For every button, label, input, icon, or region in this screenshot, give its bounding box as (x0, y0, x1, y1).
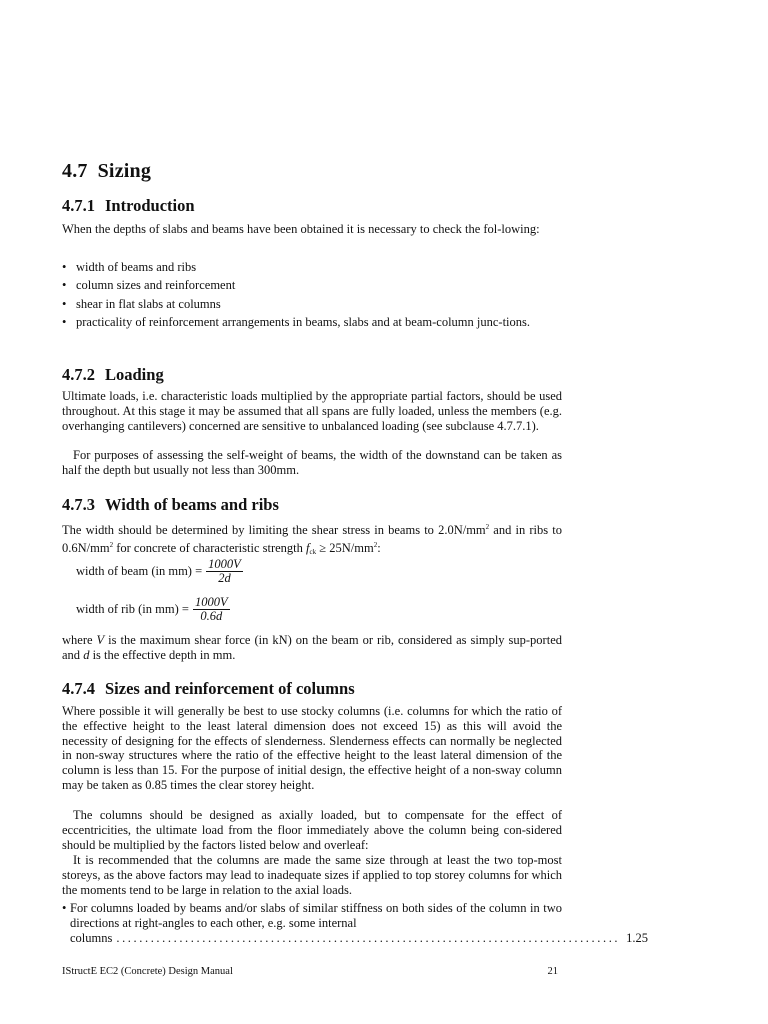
bullet-icon: • (62, 315, 67, 330)
fraction-denominator: 2d (218, 571, 231, 585)
equation-rib-width (76, 596, 230, 623)
columns-paragraph-1: Where possible it will generally be best to use stocky columns (i.e. columns for which the ratio of the effective height to the least lateral dimension does not exceed 15) as this will avoid the necessity of designing for the effects of slenderness. Slenderness effects can normally be neglected in non-sway structures where the ratio of the effective height to the least lateral dimension of the column is less than 15. For the purpose of initial design, the effective height of a non-sway column may be taken as 0.85 times the clear storey height. (62, 704, 562, 792)
list-item-text: column sizes and reinforcement (76, 278, 236, 293)
subsection-heading-width (62, 495, 279, 515)
subsection-number: 4.7.2 (62, 365, 95, 384)
list-item (62, 260, 562, 275)
subsection-title: Width of beams and ribs (105, 495, 279, 514)
columns-paragraph-3: It is recommended that the columns are made the same size through at least the two top-most storeys, as the above factors may lead to inadequate sizes if applied to top storey columns for which the moments tend to be large in relation to the axial loads. (62, 853, 562, 897)
subsection-heading-introduction (62, 196, 195, 216)
factor-description: For columns loaded by beams and/or slabs of similar stiffness on both sides of the column in two directions at right-angles to each other, e.g. some internal (70, 901, 562, 930)
page-footer (62, 966, 558, 977)
fraction-numerator: 1000V (194, 595, 228, 609)
subsection-title: Loading (105, 365, 164, 384)
factor-value: 1.25 (626, 930, 649, 945)
footer-publication-title: IStructE EC2 (Concrete) Design Manual (62, 966, 233, 977)
list-item-text: shear in flat slabs at columns (76, 296, 221, 311)
width-paragraph-2: where V is the maximum shear force (in kN) on the beam or rib, considered as simply sup-ported and d is the effective depth in mm. (62, 633, 562, 662)
subsection-title: Introduction (105, 196, 195, 215)
section-number: 4.7 (62, 160, 88, 182)
loading-paragraph-1: Ultimate loads, i.e. characteristic loads multiplied by the appropriate partial factors, should be used throughout. At this stage it may be assumed that all spans are fully loaded, unless the members (e.g. overhanging cantilevers) concerned are sensitive to unbalanced loading (see subclause 4.7.7.1). (62, 389, 562, 433)
list-item-text: width of beams and ribs (76, 260, 197, 274)
list-item-text: practicality of reinforcement arrangements in beams, slabs and at beam-column junc-tions. (76, 315, 531, 330)
columns-paragraph-2: The columns should be designed as axially loaded, but to compensate for the effect of eccentricities, the ultimate load from the floor immediately above the column being con-sidered should be multiplied by the factors listed below and overleaf: (62, 808, 562, 852)
subsection-heading-loading (62, 365, 164, 385)
width-paragraph-1: The width should be determined by limiting the shear stress in beams to $2.0N/mm^2$ and in ribs to $0.6N/mm^2$ for concrete of characteristic strength $f_{ck} \ge 25N/mm^2$: (62, 523, 562, 556)
list-item (62, 315, 562, 330)
check-list (62, 260, 562, 334)
section-title: Sizing (97, 160, 152, 182)
bullet-icon: • (62, 260, 67, 274)
bullet-icon: • (62, 296, 67, 311)
subsection-number: 4.7.1 (62, 196, 95, 215)
fraction (206, 558, 243, 585)
page-number: 21 (547, 966, 558, 977)
section-heading (62, 160, 151, 183)
equation-label: width of beam (in mm) = (76, 564, 203, 579)
subsection-number: 4.7.3 (62, 495, 95, 514)
subsection-heading-columns (62, 679, 355, 699)
fraction-denominator: 0.6d (200, 609, 223, 623)
fraction (193, 596, 230, 623)
subsection-title: Sizes and reinforcement of columns (105, 679, 355, 698)
bullet-icon: • (62, 278, 67, 293)
factor-list-item (62, 901, 649, 945)
bullet-icon: • (62, 901, 67, 915)
list-item (62, 278, 562, 293)
factor-description-end: columns (70, 930, 113, 945)
subsection-number: 4.7.4 (62, 679, 95, 698)
equation-beam-width (76, 558, 243, 585)
loading-paragraph-2: For purposes of assessing the self-weight of beams, the width of the downstand can be taken as half the depth but usually not less than 300mm. (62, 448, 562, 477)
list-item (62, 297, 562, 312)
fraction-numerator: 1000V (208, 557, 241, 571)
factor-leader-row (70, 930, 649, 946)
equation-label: width of rib (in mm) = (76, 602, 189, 617)
leader-dots: ........................................................................................ (116, 930, 621, 945)
intro-paragraph: When the depths of slabs and beams have been obtained it is necessary to check the fol-lowing: (62, 222, 540, 236)
